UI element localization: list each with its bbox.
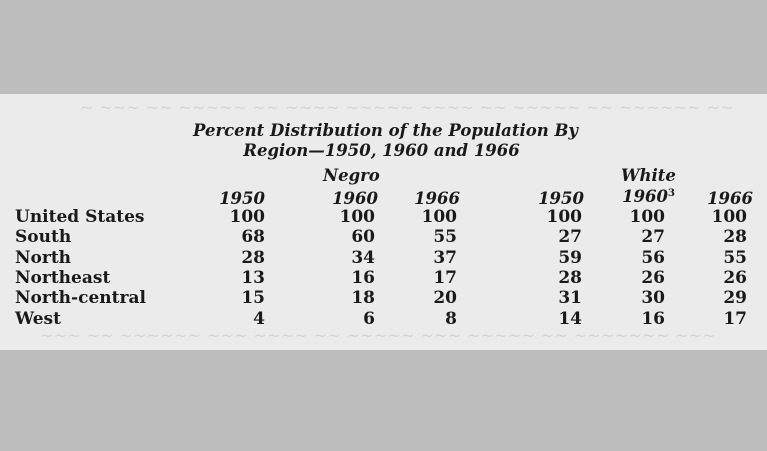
table-row <box>0 288 767 308</box>
year-header: 1966 <box>414 189 460 208</box>
table-cell: 4 <box>253 308 265 329</box>
table-cell: 27 <box>641 227 665 248</box>
table-cell: 60 <box>351 227 375 248</box>
table-cell: 6 <box>363 308 375 329</box>
region-label: West <box>15 308 61 329</box>
table-cell: 37 <box>433 247 457 268</box>
table-cell: 100 <box>339 207 375 227</box>
table-row <box>0 227 767 247</box>
table-cell: 100 <box>229 207 265 227</box>
table-cell: 56 <box>641 247 665 268</box>
table-cell: 14 <box>558 308 582 329</box>
bleed-through-texture: ~~~ ~~ ~~~~~~ ~~~ ~~~~ ~~ ~~~~~ ~~~ ~~~~~ ~~ ~~~~~~~ ~~~ <box>40 326 717 345</box>
bleed-through-texture: ~ ~~~ ~~ ~~~~~ ~~ ~~~~ ~~~~~ ~~~~ ~~ ~~~~~ ~~ ~~~~~~ ~~ <box>80 98 734 117</box>
table-cell: 29 <box>723 288 747 309</box>
table-cell: 30 <box>641 288 665 309</box>
year-header: 1950 <box>538 189 584 208</box>
table-row <box>0 248 767 268</box>
table-cell: 28 <box>241 247 265 268</box>
table-cell: 100 <box>421 207 457 227</box>
region-label: North-central <box>15 288 146 309</box>
table-cell: 55 <box>433 227 457 248</box>
table-cell: 13 <box>241 267 265 288</box>
table-cell: 20 <box>433 288 457 309</box>
table-cell: 18 <box>351 288 375 309</box>
table-cell: 8 <box>445 308 457 329</box>
table-cell: 100 <box>546 207 582 227</box>
table-cell: 16 <box>351 267 375 288</box>
table-cell: 15 <box>241 288 265 309</box>
group-header-white: White <box>621 166 676 185</box>
table-row <box>0 207 767 227</box>
footnote-marker: 3 <box>668 188 675 199</box>
group-header-negro: Negro <box>323 166 380 185</box>
table-cell: 68 <box>241 227 265 248</box>
table-cell: 17 <box>433 267 457 288</box>
table-cell: 28 <box>558 267 582 288</box>
region-label: North <box>15 247 72 268</box>
year-header: 1960$^3$ <box>622 187 675 206</box>
table-cell: 59 <box>558 247 582 268</box>
year-header: 1950 <box>219 189 265 208</box>
region-label: United States <box>15 207 145 227</box>
table-row <box>0 268 767 288</box>
table-cell: 100 <box>629 207 665 227</box>
table-cell: 26 <box>641 267 665 288</box>
table-title-line-1: Percent Distribution of the Population By <box>192 121 579 140</box>
table-cell: 100 <box>711 207 747 227</box>
table-cell: 16 <box>641 308 665 329</box>
year-header: 1960 <box>332 189 378 208</box>
table-row <box>0 309 767 329</box>
table-cell: 27 <box>558 227 582 248</box>
table-cell: 26 <box>723 267 747 288</box>
region-label: Northeast <box>15 267 111 288</box>
table-cell: 55 <box>723 247 747 268</box>
table-cell: 28 <box>723 227 747 248</box>
table-cell: 17 <box>723 308 747 329</box>
table-cell: 31 <box>558 288 582 309</box>
table-cell: 34 <box>351 247 375 268</box>
document-page <box>0 94 767 350</box>
region-label: South <box>15 227 72 248</box>
year-header: 1966 <box>707 189 753 208</box>
table-title-line-2: Region—1950, 1960 and 1966 <box>243 141 520 160</box>
